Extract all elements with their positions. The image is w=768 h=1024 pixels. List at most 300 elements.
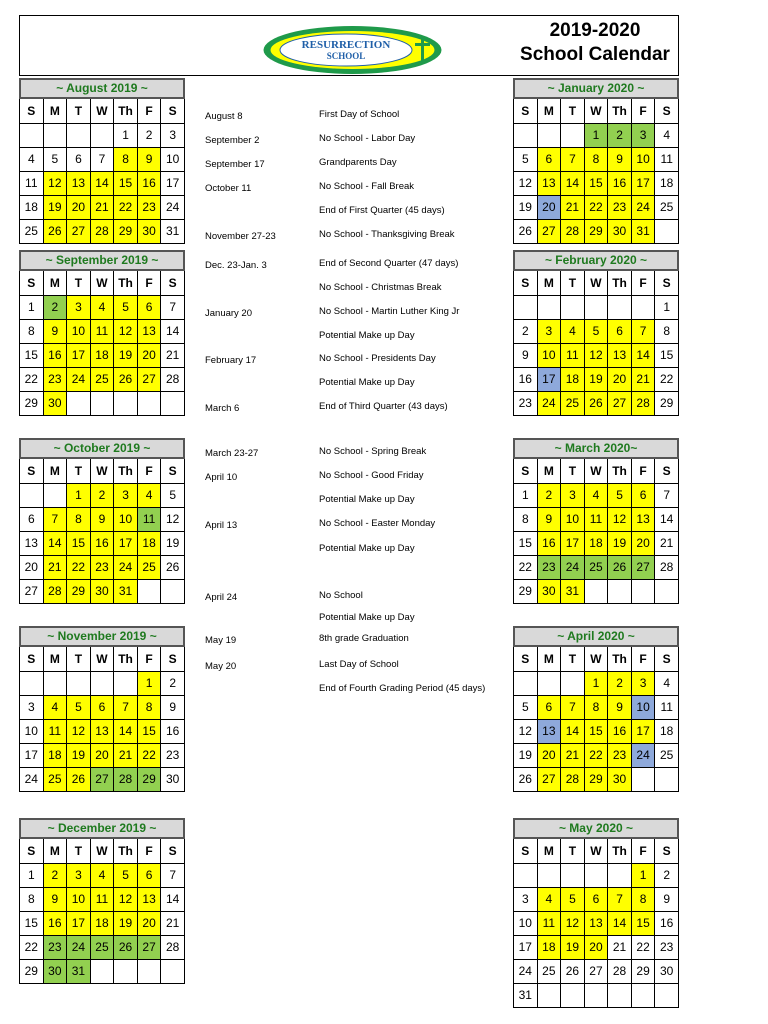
day-cell [43, 123, 67, 147]
day-cell: 22 [631, 935, 655, 959]
weekday-header: S [20, 271, 44, 295]
day-cell: 21 [114, 743, 138, 767]
day-cell: 20 [137, 911, 161, 935]
day-cell: 2 [514, 319, 538, 343]
calendar-title: School Calendar [520, 44, 670, 65]
weekday-header: S [20, 647, 44, 671]
day-cell: 26 [114, 367, 138, 391]
weekday-header: M [537, 99, 561, 123]
event-description: No School - Fall Break [319, 181, 415, 192]
event-description: Potential Make up Day [319, 543, 415, 554]
week-row [20, 147, 185, 171]
day-cell [608, 295, 632, 319]
day-cell: 1 [114, 123, 138, 147]
day-cell: 3 [537, 319, 561, 343]
day-cell: 4 [584, 483, 608, 507]
week-row [20, 935, 185, 959]
day-cell: 14 [655, 507, 679, 531]
day-cell: 29 [514, 579, 538, 603]
day-cell: 18 [561, 367, 585, 391]
weekday-header: F [137, 99, 161, 123]
week-row [20, 887, 185, 911]
day-cell: 21 [655, 531, 679, 555]
day-cell: 10 [114, 507, 138, 531]
day-cell: 20 [67, 195, 91, 219]
day-cell: 19 [514, 195, 538, 219]
day-cell: 19 [608, 531, 632, 555]
day-cell: 16 [608, 719, 632, 743]
week-row [514, 983, 679, 1007]
day-cell: 23 [43, 935, 67, 959]
weekday-header: W [90, 271, 114, 295]
day-cell: 24 [537, 391, 561, 415]
weekday-header: F [631, 647, 655, 671]
day-cell [655, 983, 679, 1007]
day-cell: 3 [114, 483, 138, 507]
day-cell: 22 [20, 367, 44, 391]
day-cell: 27 [137, 367, 161, 391]
day-cell: 30 [43, 959, 67, 983]
week-row [514, 531, 679, 555]
weekday-header: Th [608, 459, 632, 483]
day-cell: 24 [561, 555, 585, 579]
day-cell: 27 [537, 767, 561, 791]
month-calendar [19, 438, 185, 604]
day-cell [537, 295, 561, 319]
day-cell: 1 [631, 863, 655, 887]
day-cell: 12 [114, 887, 138, 911]
day-cell: 9 [161, 695, 185, 719]
day-cell: 21 [608, 935, 632, 959]
month-title: ~ August 2019 ~ [19, 78, 185, 99]
day-cell: 6 [90, 695, 114, 719]
week-row [514, 767, 679, 791]
day-cell: 21 [631, 367, 655, 391]
weekday-header: S [161, 839, 185, 863]
day-cell: 2 [608, 123, 632, 147]
weekday-header: S [655, 271, 679, 295]
day-cell: 15 [137, 719, 161, 743]
day-cell: 13 [631, 507, 655, 531]
weekday-header-row [514, 647, 679, 671]
day-cell: 9 [137, 147, 161, 171]
day-cell: 9 [43, 887, 67, 911]
day-cell: 30 [161, 767, 185, 791]
day-cell: 22 [20, 935, 44, 959]
day-cell: 1 [514, 483, 538, 507]
day-cell: 11 [20, 171, 44, 195]
day-cell: 16 [514, 367, 538, 391]
day-cell: 28 [161, 367, 185, 391]
month-calendar [513, 818, 679, 1008]
week-row [20, 531, 185, 555]
day-cell: 11 [43, 719, 67, 743]
day-cell: 31 [631, 219, 655, 243]
day-cell: 6 [537, 147, 561, 171]
day-cell [137, 391, 161, 415]
day-cell: 11 [90, 319, 114, 343]
day-cell: 29 [137, 767, 161, 791]
day-cell [90, 959, 114, 983]
event-date: April 24 [205, 592, 238, 603]
day-cell: 16 [43, 343, 67, 367]
week-row [514, 695, 679, 719]
day-cell: 20 [608, 367, 632, 391]
day-cell: 18 [90, 911, 114, 935]
day-cell [584, 983, 608, 1007]
weekday-header: T [67, 99, 91, 123]
week-row [20, 863, 185, 887]
day-cell: 5 [584, 319, 608, 343]
event-description: No School - Labor Day [319, 133, 416, 144]
day-cell: 3 [20, 695, 44, 719]
event-date: February 17 [205, 355, 257, 366]
day-cell: 11 [584, 507, 608, 531]
event-description: No School [319, 590, 363, 601]
day-cell: 5 [114, 295, 138, 319]
day-cell: 20 [631, 531, 655, 555]
day-cell: 22 [114, 195, 138, 219]
weekday-header: Th [114, 839, 138, 863]
day-cell: 6 [608, 319, 632, 343]
day-cell: 26 [161, 555, 185, 579]
day-cell: 22 [584, 743, 608, 767]
weekday-header: S [655, 839, 679, 863]
day-cell: 13 [584, 911, 608, 935]
day-cell: 25 [137, 555, 161, 579]
day-cell: 8 [631, 887, 655, 911]
day-cell: 6 [137, 863, 161, 887]
event-date: August 8 [205, 111, 243, 122]
day-cell: 31 [67, 959, 91, 983]
day-cell: 11 [137, 507, 161, 531]
day-cell: 15 [20, 343, 44, 367]
day-cell: 4 [20, 147, 44, 171]
day-cell: 14 [161, 319, 185, 343]
day-cell: 29 [114, 219, 138, 243]
day-cell: 29 [655, 391, 679, 415]
day-cell: 29 [584, 219, 608, 243]
day-cell: 4 [561, 319, 585, 343]
event-description: No School - Martin Luther King Jr [319, 306, 460, 317]
day-cell [67, 671, 91, 695]
day-cell: 3 [561, 483, 585, 507]
day-cell: 11 [655, 147, 679, 171]
event-description: End of Second Quarter (47 days) [319, 258, 459, 269]
day-cell: 20 [537, 195, 561, 219]
day-cell: 5 [514, 695, 538, 719]
day-cell: 24 [20, 767, 44, 791]
day-cell: 19 [561, 935, 585, 959]
day-cell [20, 123, 44, 147]
day-cell: 30 [537, 579, 561, 603]
event-date: September 17 [205, 159, 265, 170]
week-row [20, 295, 185, 319]
day-cell: 25 [655, 195, 679, 219]
month-calendar [19, 626, 185, 792]
weekday-header: S [161, 271, 185, 295]
day-cell: 8 [67, 507, 91, 531]
day-cell: 14 [161, 887, 185, 911]
month-grid [19, 647, 185, 792]
weekday-header: W [90, 99, 114, 123]
day-cell: 26 [608, 555, 632, 579]
day-cell: 4 [43, 695, 67, 719]
day-cell: 20 [537, 743, 561, 767]
day-cell: 16 [43, 911, 67, 935]
day-cell: 5 [114, 863, 138, 887]
calendar-year-title: 2019-2020 [549, 20, 641, 41]
weekday-header: Th [608, 99, 632, 123]
event-description: No School - Thanksgiving Break [319, 229, 455, 240]
weekday-header: S [20, 459, 44, 483]
day-cell: 6 [137, 295, 161, 319]
day-cell [631, 579, 655, 603]
day-cell: 6 [631, 483, 655, 507]
day-cell: 2 [43, 863, 67, 887]
day-cell: 16 [608, 171, 632, 195]
day-cell: 7 [43, 507, 67, 531]
day-cell: 7 [561, 695, 585, 719]
day-cell: 30 [43, 391, 67, 415]
week-row [20, 195, 185, 219]
day-cell: 22 [655, 367, 679, 391]
day-cell: 24 [67, 935, 91, 959]
day-cell [114, 959, 138, 983]
day-cell: 14 [90, 171, 114, 195]
weekday-header: Th [114, 459, 138, 483]
day-cell: 8 [584, 695, 608, 719]
weekday-header-row [20, 647, 185, 671]
week-row [514, 319, 679, 343]
weekday-header: W [90, 647, 114, 671]
day-cell: 23 [90, 555, 114, 579]
week-row [514, 863, 679, 887]
day-cell [631, 295, 655, 319]
day-cell: 21 [561, 743, 585, 767]
day-cell: 1 [67, 483, 91, 507]
weekday-header-row [514, 99, 679, 123]
day-cell: 22 [514, 555, 538, 579]
weekday-header: T [561, 839, 585, 863]
weekday-header-row [514, 459, 679, 483]
day-cell: 14 [561, 719, 585, 743]
day-cell: 9 [90, 507, 114, 531]
day-cell [584, 863, 608, 887]
weekday-header: S [20, 99, 44, 123]
day-cell: 29 [584, 767, 608, 791]
weekday-header: F [137, 271, 161, 295]
event-date: March 6 [205, 403, 240, 414]
month-title: ~ November 2019 ~ [19, 626, 185, 647]
day-cell: 29 [67, 579, 91, 603]
week-row [20, 959, 185, 983]
day-cell: 1 [584, 671, 608, 695]
weekday-header-row [20, 839, 185, 863]
weekday-header: F [137, 647, 161, 671]
month-grid [513, 99, 679, 244]
day-cell: 24 [514, 959, 538, 983]
day-cell: 21 [561, 195, 585, 219]
weekday-header: W [584, 99, 608, 123]
weekday-header: M [43, 647, 67, 671]
weekday-header: S [514, 271, 538, 295]
day-cell: 9 [537, 507, 561, 531]
day-cell: 10 [631, 695, 655, 719]
day-cell: 27 [67, 219, 91, 243]
week-row [514, 743, 679, 767]
week-row [514, 719, 679, 743]
day-cell: 31 [514, 983, 538, 1007]
day-cell: 31 [161, 219, 185, 243]
day-cell [537, 983, 561, 1007]
day-cell: 23 [137, 195, 161, 219]
week-row [20, 367, 185, 391]
day-cell: 13 [90, 719, 114, 743]
day-cell: 12 [114, 319, 138, 343]
event-date: January 20 [205, 308, 253, 319]
day-cell: 11 [90, 887, 114, 911]
day-cell: 1 [655, 295, 679, 319]
day-cell: 8 [20, 319, 44, 343]
day-cell: 30 [608, 219, 632, 243]
weekday-header: S [655, 99, 679, 123]
month-calendar [513, 78, 679, 244]
week-row [20, 743, 185, 767]
week-row [514, 147, 679, 171]
day-cell: 9 [514, 343, 538, 367]
day-cell: 1 [20, 863, 44, 887]
day-cell: 5 [608, 483, 632, 507]
month-grid [19, 839, 185, 984]
day-cell: 4 [137, 483, 161, 507]
event-description: No School - Presidents Day [319, 353, 436, 364]
day-cell: 22 [137, 743, 161, 767]
day-cell: 21 [90, 195, 114, 219]
day-cell: 24 [161, 195, 185, 219]
month-title: ~ May 2020 ~ [513, 818, 679, 839]
month-grid [19, 99, 185, 244]
day-cell: 13 [608, 343, 632, 367]
weekday-header: S [514, 647, 538, 671]
event-description: Potential Make up Day [319, 377, 415, 388]
day-cell: 7 [655, 483, 679, 507]
weekday-header: F [631, 839, 655, 863]
day-cell: 31 [561, 579, 585, 603]
day-cell: 24 [631, 195, 655, 219]
day-cell: 11 [561, 343, 585, 367]
weekday-header: Th [608, 271, 632, 295]
day-cell: 27 [631, 555, 655, 579]
day-cell: 19 [114, 911, 138, 935]
day-cell: 28 [90, 219, 114, 243]
week-row [20, 219, 185, 243]
day-cell: 1 [584, 123, 608, 147]
weekday-header: W [584, 647, 608, 671]
day-cell: 27 [137, 935, 161, 959]
day-cell: 26 [514, 767, 538, 791]
day-cell: 20 [137, 343, 161, 367]
day-cell: 14 [561, 171, 585, 195]
day-cell: 27 [20, 579, 44, 603]
day-cell: 10 [161, 147, 185, 171]
day-cell: 23 [655, 935, 679, 959]
day-cell: 10 [67, 319, 91, 343]
week-row [20, 695, 185, 719]
day-cell: 12 [43, 171, 67, 195]
weekday-header: M [537, 839, 561, 863]
day-cell: 26 [67, 767, 91, 791]
week-row [20, 671, 185, 695]
week-row [514, 123, 679, 147]
event-description: Last Day of School [319, 659, 399, 670]
day-cell: 7 [161, 295, 185, 319]
day-cell: 8 [114, 147, 138, 171]
month-calendar [19, 78, 185, 244]
day-cell: 24 [67, 367, 91, 391]
day-cell: 29 [20, 959, 44, 983]
day-cell: 17 [561, 531, 585, 555]
week-row [514, 887, 679, 911]
day-cell: 6 [584, 887, 608, 911]
day-cell: 12 [608, 507, 632, 531]
weekday-header-row [20, 99, 185, 123]
day-cell [43, 671, 67, 695]
day-cell [114, 391, 138, 415]
day-cell [43, 483, 67, 507]
day-cell: 18 [537, 935, 561, 959]
event-description: No School - Spring Break [319, 446, 427, 457]
event-date: May 20 [205, 661, 237, 672]
day-cell: 16 [537, 531, 561, 555]
day-cell: 15 [655, 343, 679, 367]
day-cell: 3 [631, 123, 655, 147]
day-cell: 2 [137, 123, 161, 147]
day-cell: 28 [561, 767, 585, 791]
day-cell: 21 [161, 343, 185, 367]
month-calendar [19, 818, 185, 984]
day-cell [90, 123, 114, 147]
month-grid [513, 647, 679, 792]
event-date: May 19 [205, 635, 237, 646]
day-cell: 16 [161, 719, 185, 743]
day-cell: 14 [608, 911, 632, 935]
day-cell: 25 [584, 555, 608, 579]
day-cell: 8 [655, 319, 679, 343]
week-row [514, 911, 679, 935]
day-cell: 23 [608, 743, 632, 767]
day-cell: 24 [114, 555, 138, 579]
month-title: ~ February 2020 ~ [513, 250, 679, 271]
day-cell: 25 [90, 935, 114, 959]
day-cell: 12 [584, 343, 608, 367]
day-cell: 30 [90, 579, 114, 603]
week-row [514, 367, 679, 391]
weekday-header: M [537, 459, 561, 483]
week-row [20, 343, 185, 367]
weekday-header: M [43, 271, 67, 295]
event-description: No School - Good Friday [319, 470, 424, 481]
event-description: 8th grade Graduation [319, 633, 409, 644]
weekday-header: T [67, 839, 91, 863]
day-cell: 30 [608, 767, 632, 791]
weekday-header: T [561, 647, 585, 671]
day-cell [608, 579, 632, 603]
weekday-header: M [43, 459, 67, 483]
week-row [20, 579, 185, 603]
day-cell [161, 579, 185, 603]
day-cell: 25 [20, 219, 44, 243]
